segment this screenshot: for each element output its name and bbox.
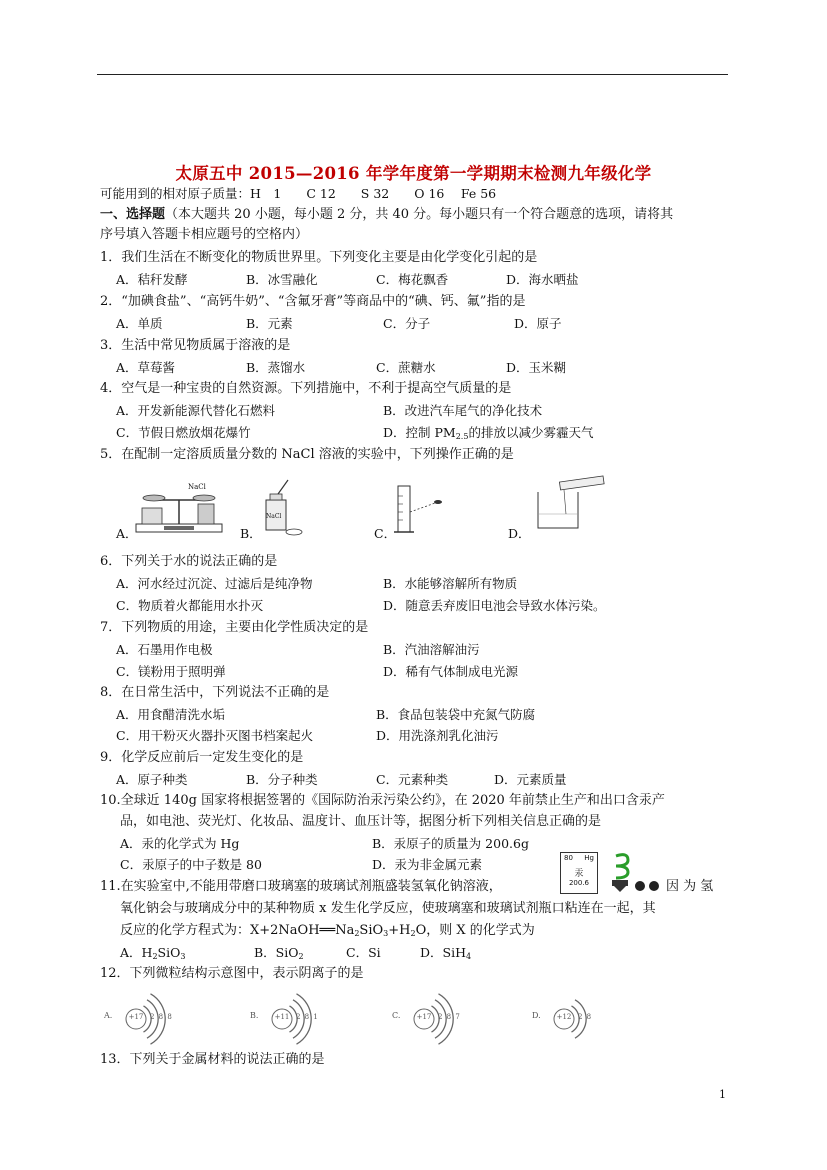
q2-option-a: A．单质 [116,316,163,331]
q7-stem: 7．下列物质的用途，主要由化学性质决定的是 [100,620,369,635]
q7-option-b: B．汽油溶解油污 [383,642,480,657]
q11-eq-mid: SiO [359,923,384,938]
atom-option-label: B. [250,1011,259,1020]
atom-nucleus-charge: +11 [274,1013,290,1021]
q11-eq-sub3: 2 [410,929,416,938]
section-desc-1: （本大题共 20 小题，每小题 2 分，共 40 分。每小题只有一个符合题意的选项，请将其 [165,207,674,222]
atom-diagram-b [250,994,340,1044]
q11-eq-sub2: 3 [383,929,389,938]
cfl-bulb-icon [606,852,662,898]
atomic-masses: 可能用到的相对原子质量：H 1 C 12 S 32 O 16 Fe 56 [100,186,497,201]
q5-stem: 5．在配制一定溶质质量分数的 NaCl 溶液的实验中，下列操作正确的是 [100,447,514,462]
q11-d-sub: 4 [465,952,472,961]
q11-option-c: C．Si [346,945,381,960]
q2-option-c: C．分子 [383,316,431,331]
q8-option-b: B．食品包装袋中充氮气防腐 [376,707,536,722]
atom-diagram-c [392,994,482,1044]
tile-name: 汞 [574,869,584,879]
atom-shells-icon [392,994,482,1044]
q11-b-pre: B．SiO [254,945,299,960]
q11-option-a [120,944,185,966]
q2-stem: 2．“加碘食盐”、“高钙牛奶”、“含氟牙膏”等商品中的“碘、钙、氟”指的是 [100,294,526,309]
q3-option-c: C．蔗糖水 [376,360,436,375]
q7-option-c: C．镁粉用于照明弹 [116,664,226,679]
q8-stem: 8．在日常生活中，下列说法不正确的是 [100,685,330,700]
beaker-figure [530,478,606,538]
q4-option-a: A．开发新能源代替化石燃料 [116,403,276,418]
q1-option-a: A．秸秆发酵 [116,272,188,287]
q11-stem-1b: 因 为 氢 [666,879,714,894]
atom-nucleus-charge: +17 [416,1013,432,1021]
atom-option-label: C. [392,1011,401,1020]
q2-option-b: B．元素 [246,316,293,331]
atom-nucleus-charge: +17 [128,1013,144,1021]
atom-shell-electrons: 2 8 7 [438,1013,461,1021]
tile-symbol: Hg [584,854,594,862]
q12-stem: 12．下列微粒结构示意图中，表示阴离子的是 [100,966,364,981]
q10-option-a: A．汞的化学式为 Hg [120,836,240,851]
q11-option-d [420,944,471,966]
header-rule [97,74,728,75]
q9-stem: 9．化学反应前后一定发生变化的是 [100,750,304,765]
q1-option-c: C．梅花飘香 [376,272,449,287]
section-heading: 一、选择题 [100,207,166,222]
q5-label-d: D． [508,526,531,541]
q11-a-mid: SiO [157,945,181,960]
q13-stem: 13．下列关于金属材料的说法正确的是 [100,1052,325,1067]
q11-d-pre: D．SiH [420,945,466,960]
q3-option-b: B．蒸馏水 [246,360,306,375]
q1-option-b: B．冰雪融化 [246,272,318,287]
q6-option-a: A．河水经过沉淀、过滤后是纯净物 [116,576,313,591]
bottle-nacl-label: NaCl [266,513,282,520]
q7-option-a: A．石墨用作电极 [116,642,213,657]
q11-b-sub: 2 [298,952,304,961]
q10-stem-1: 10.全球近 140g 国家将根据签署的《国际防治汞污染公约》，在 2020 年前禁止生产和出口含汞产 [100,793,665,808]
q8-option-d: D．用洗涤剂乳化油污 [376,728,499,743]
q8-option-c: C．用干粉灭火器扑灭图书档案起火 [116,728,314,743]
q7-option-d: D．稀有气体制成电光源 [383,664,519,679]
q11-eq-pre: 反应的化学方程式为：X+2NaOH══Na [120,923,355,938]
q10-option-b: B．汞原子的质量为 200.6g [372,836,529,851]
q4-option-b: B．改进汽车尾气的净化技术 [383,403,543,418]
atom-shell-electrons: 2 8 [578,1013,593,1021]
q1-option-d: D．海水晒盐 [506,272,579,287]
q6-option-c: C．物质着火都能用水扑灭 [116,598,264,613]
q11-a-pre: A．H [120,945,153,960]
q9-option-c: C．元素种类 [376,772,449,787]
q4-d-sub: 2.5 [455,432,469,441]
section-desc-2: 序号填入答题卡相应题号的空格内） [100,227,309,242]
q11-a-sub1: 2 [152,952,158,961]
q3-stem: 3．生活中常见物质属于溶液的是 [100,338,291,353]
q4-d-pre: D．控制 PM [383,425,456,440]
atom-option-label: D. [532,1011,541,1020]
balance-figure [132,480,228,540]
q11-eq-post: O，则 X 的化学式为 [415,923,535,938]
q9-option-a: A．原子种类 [116,772,188,787]
q10-stem-2: 品，如电池、荧光灯、化妆品、温度计、血压计等，据图分析下列相关信息正确的是 [120,814,602,829]
atom-diagram-d [532,994,622,1044]
atom-shell-electrons: 2 8 8 [150,1013,173,1021]
q11-a-sub2: 3 [180,952,186,961]
atom-shell-electrons: 2 8 1 [296,1013,319,1021]
q11-eq-mid2: +H [388,923,411,938]
tile-number: 80 [564,854,573,862]
q1-stem: 1．我们生活在不断变化的物质世界里。下列变化主要是由化学变化引起的是 [100,250,538,265]
q6-option-d: D．随意丢弃废旧电池会导致水体污染。 [383,598,606,613]
q10-option-c: C．汞原子的中子数是 80 [120,857,262,872]
q11-stem-3 [120,922,535,943]
atom-shells-icon [250,994,340,1044]
q3-option-d: D．玉米糊 [506,360,567,375]
cylinder-figure [392,482,442,540]
page-number: 1 [719,1088,726,1101]
q11-stem-1: 11.在实验室中,不能用带磨口玻璃塞的玻璃试剂瓶盛装氢氧化钠溶液， [100,879,502,894]
q6-stem: 6．下列关于水的说法正确的是 [100,554,278,569]
mercury-element-tile [560,852,598,894]
q2-option-d: D．原子 [514,316,562,331]
balance-nacl-label: NaCl [188,483,206,491]
atom-option-label: A. [104,1011,113,1020]
page-title: 太原五中 2015—2016 年学年度第一学期期末检测九年级化学 [175,164,652,183]
q9-option-d: D．元素质量 [494,772,567,787]
q5-label-c: C． [374,526,397,541]
q4-option-c: C．节假日燃放烟花爆竹 [116,425,251,440]
q10-option-d: D．汞为非金属元素 [372,857,483,872]
bottle-figure [260,480,310,538]
q11-eq-sub1: 2 [354,929,360,938]
atom-nucleus-charge: +12 [556,1013,572,1021]
q3-option-a: A．草莓酱 [116,360,176,375]
q5-label-a: A． [116,526,138,541]
q4-stem: 4．空气是一种宝贵的自然资源。下列措施中，不利于提高空气质量的是 [100,381,512,396]
atom-shells-icon [532,994,622,1044]
q6-option-b: B．水能够溶解所有物质 [383,576,518,591]
section-heading-line [100,206,673,224]
atom-diagram-a [104,994,194,1044]
q4-d-post: 的排放以减少雾霾天气 [468,425,594,440]
q8-option-a: A．用食醋清洗水垢 [116,707,226,722]
q9-option-b: B．分子种类 [246,772,318,787]
tile-mass: 200.6 [568,879,590,887]
q11-stem-2: 氧化钠会与玻璃成分中的某种物质 x 发生化学反应，使玻璃塞和玻璃试剂瓶口粘连在一起，其 [120,901,656,916]
q11-option-b [254,944,304,966]
atom-shells-icon [104,994,194,1044]
q4-option-d [383,424,593,446]
q5-label-b: B． [240,526,262,541]
